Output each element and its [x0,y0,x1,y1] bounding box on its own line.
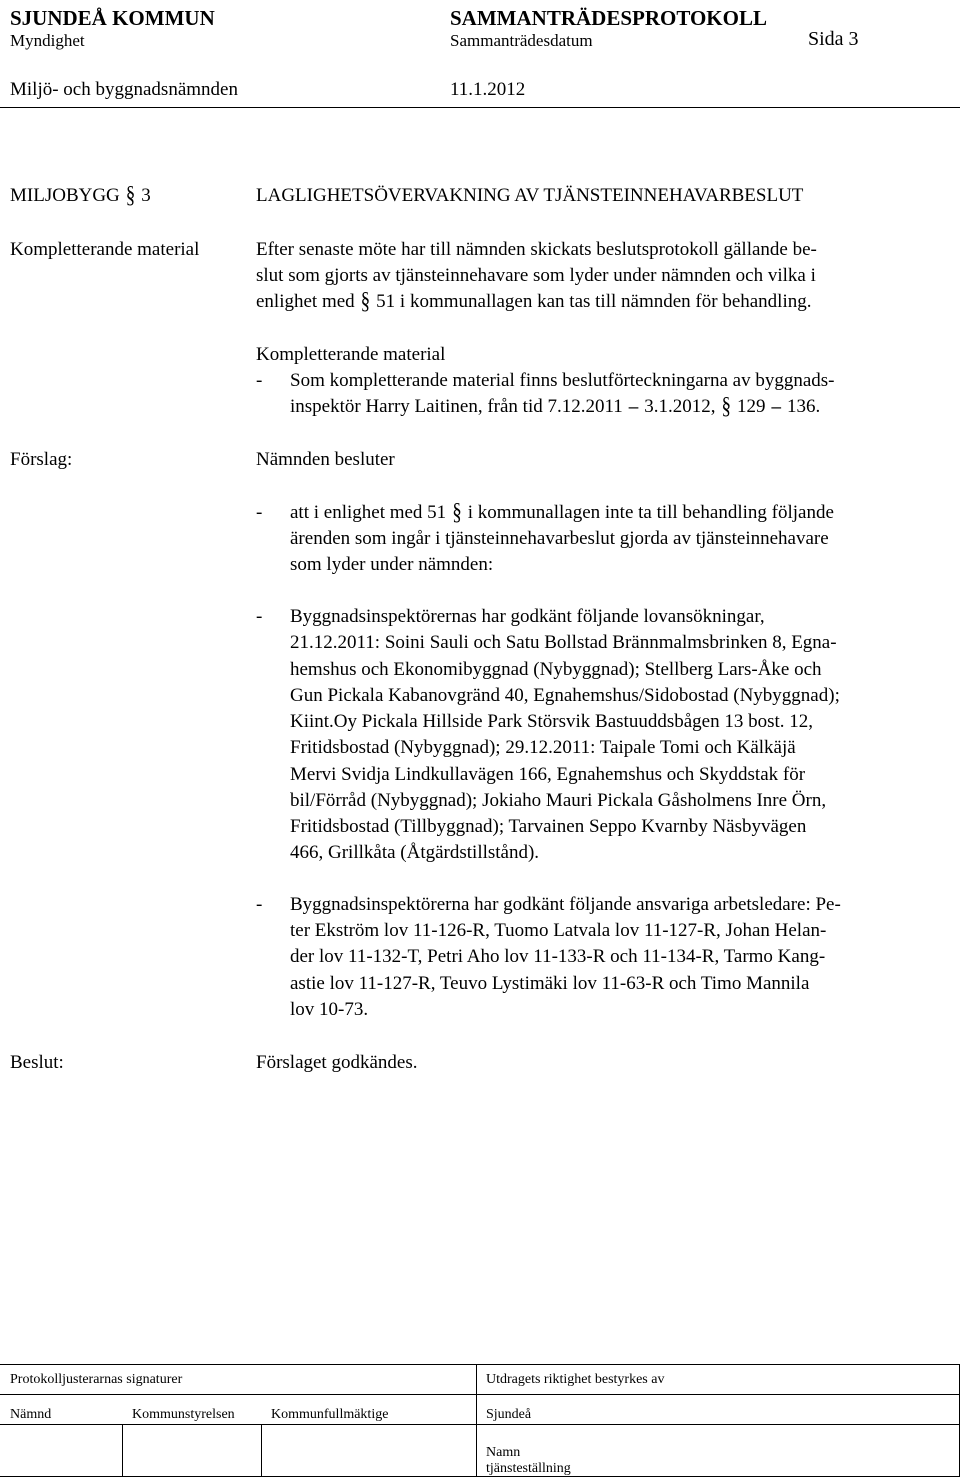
authority-name: Miljö- och byggnadsnämnden [10,79,238,100]
header-rule [0,107,960,108]
material-dash: - [256,370,263,391]
proposal-heading: Nämnden besluter [256,449,395,470]
meeting-date-label: Sammanträdesdatum [450,31,593,50]
intro-label: Kompletterande material [10,239,200,260]
item2-line: Fritidsbostad (Nybyggnad); 29.12.2011: Taipale Tomi och Kälkäjä [290,737,796,758]
position-label: tjänsteställning [486,1461,571,1476]
item1-line-1: att i enlighet med 51 § i kommunallagen inte ta till behandling följande [290,499,834,526]
item2-line: 466, Grillkåta (Åtgärdstillstånd). [290,842,540,863]
item3-line: Byggnadsinspektörerna har godkänt följande ansvariga arbetsledare: Pe- [290,894,841,915]
item2-dash: - [256,606,263,627]
item3-dash: - [256,894,263,915]
item2-line: Kiint.Oy Pickala Hillside Park Störsvik Bastuuddsbågen 13 bost. 12, [290,711,814,732]
item3-line: lov 10-73. [290,999,369,1020]
item2-line: bil/Förråd (Nybyggnad); Jokiaho Mauri Pickala Gåsholmens Inre Örn, [290,790,827,811]
decision-text: Förslaget godkändes. [256,1052,418,1073]
extract-certified-label: Utdragets riktighet bestyrkes av [486,1372,665,1387]
signatures-label: Protokolljusterarnas signaturer [10,1372,183,1387]
section-title: LAGLIGHETSÖVERVAKNING AV TJÄNSTEINNEHAVARBESLUT [256,185,804,206]
intro-line-1: Efter senaste möte har till nämnden skickats beslutsprotokoll gällande be- [256,239,817,260]
item2-line: hemshus och Ekonomibyggnad (Nybyggnad); Stellberg Lars-Åke och [290,659,822,680]
item3-line: astie lov 11-127-R, Teuvo Lystimäki lov 11-63-R och Timo Mannila [290,973,810,994]
item2-line: 21.12.2011: Soini Sauli och Satu Bollstad Brännmalmsbrinken 8, Egna- [290,632,837,653]
item2-line: Byggnadsinspektörernas har godkänt följande lovansökningar, [290,606,765,627]
item1-dash: - [256,502,263,523]
meeting-date: 11.1.2012 [450,79,526,100]
item2-line: Mervi Svidja Lindkullavägen 166, Egnahemshus och Skyddstak för [290,764,806,785]
page-number: Sida 3 [808,28,859,50]
material-line-2: inspektör Harry Laitinen, från tid 7.12.2011 – 3.1.2012, § 129 – 136. [290,393,821,420]
intro-line-2: slut som gjorts av tjänsteinnehavare som lyder under nämnden och vilka i [256,265,816,286]
organization-name: SJUNDEÅ KOMMUN [10,6,215,30]
item1-line-3: som lyder under nämnden: [290,554,494,575]
name-label: Namn [486,1445,521,1460]
signature-place: Sjundeå [486,1407,532,1422]
signature-col-municipal-board: Kommunstyrelsen [132,1407,235,1422]
item1-line-2: ärenden som ingår i tjänsteinnehavarbeslut gjorda av tjänsteinnehavare [290,528,829,549]
proposal-label: Förslag: [10,449,73,470]
signature-col-council: Kommunfullmäktige [271,1407,389,1422]
item2-line: Fritidsbostad (Tillbyggnad); Tarvainen Seppo Kvarnby Näsbyvägen [290,816,807,837]
item3-line: ter Ekström lov 11-126-R, Tuomo Latvala lov 11-127-R, Johan Helan- [290,920,827,941]
decision-label: Beslut: [10,1052,64,1073]
item2-line: Gun Pickala Kabanovgränd 40, Egnahemshus/Sidobostad (Nybyggnad); [290,685,840,706]
item3-line: der lov 11-132-T, Petri Aho lov 11-133-R och 11-134-R, Tarmo Kang- [290,946,826,967]
document-type: SAMMANTRÄDESPROTOKOLL [450,6,767,30]
authority-label: Myndighet [10,31,85,50]
intro-line-3: enlighet med § 51 i kommunallagen kan tas till nämnden för behandling. [256,288,812,315]
material-heading: Kompletterande material [256,344,446,365]
material-line-1: Som kompletterande material finns beslutförteckningarna av byggnads- [290,370,835,391]
section-code: MILJOBYGG § 3 [10,182,151,209]
signature-col-board: Nämnd [10,1407,52,1422]
